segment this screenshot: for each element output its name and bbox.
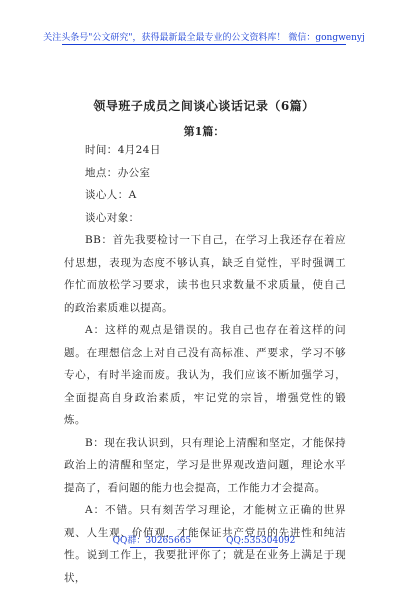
document-title: 领导班子成员之间谈心谈话记录（6篇） [93, 99, 315, 113]
meta-time: 时间：4月24日 [85, 144, 161, 156]
document-body [64, 139, 346, 589]
header-banner: 关注头条号"公文研究"，获得最新最全最专业的公文资料库！ 微信：gongwenyj [43, 33, 365, 43]
footer-qq-number: QQ:535304092 [226, 536, 296, 546]
footer-contacts [0, 533, 408, 546]
meta-speaker: 谈心人：A [85, 189, 137, 201]
meta-location: 地点：办公室 [85, 166, 151, 179]
paragraph: BB：首先我要检讨一下自己，在学习上我还存在着应付思想，表现为态度不够认真，缺乏自觉性，平时强调工作忙而放松学习要求，读书也只求数量不求质量，使自己的政治素质难以提高。 [64, 234, 346, 314]
footer-qq-group: QQ群：30265665 [112, 536, 192, 546]
footer-divider [130, 547, 278, 548]
paragraph: A：这样的观点是错误的。我自己也存在着这样的问题。在理想信念上对自己没有高标准、严要求，学习不够专心，有时半途而废。我认为，我们应该不断加强学习，全面提高自身政治素质，牢记党的宗旨，增强党性的锻炼。 [64, 324, 346, 426]
paragraph: B：现在我认识到，只有理论上清醒和坚定，才能保持政治上的清醒和坚定，学习是世界观改造问题，理论水平提高了，看问题的能力也会提高，工作能力才会提高。 [64, 436, 346, 494]
meta-listener: 谈心对象： [85, 211, 140, 224]
section-title: 第1篇： [183, 125, 225, 138]
paragraph: A：不错。只有刻苦学习理论，才能树立正确的世界观、人生观、价值观，才能保证共产党员的先进性和纯洁性。说到工作上，我要批评你了；就是在业务上满足于现状， [64, 504, 346, 584]
header-divider [62, 44, 346, 45]
